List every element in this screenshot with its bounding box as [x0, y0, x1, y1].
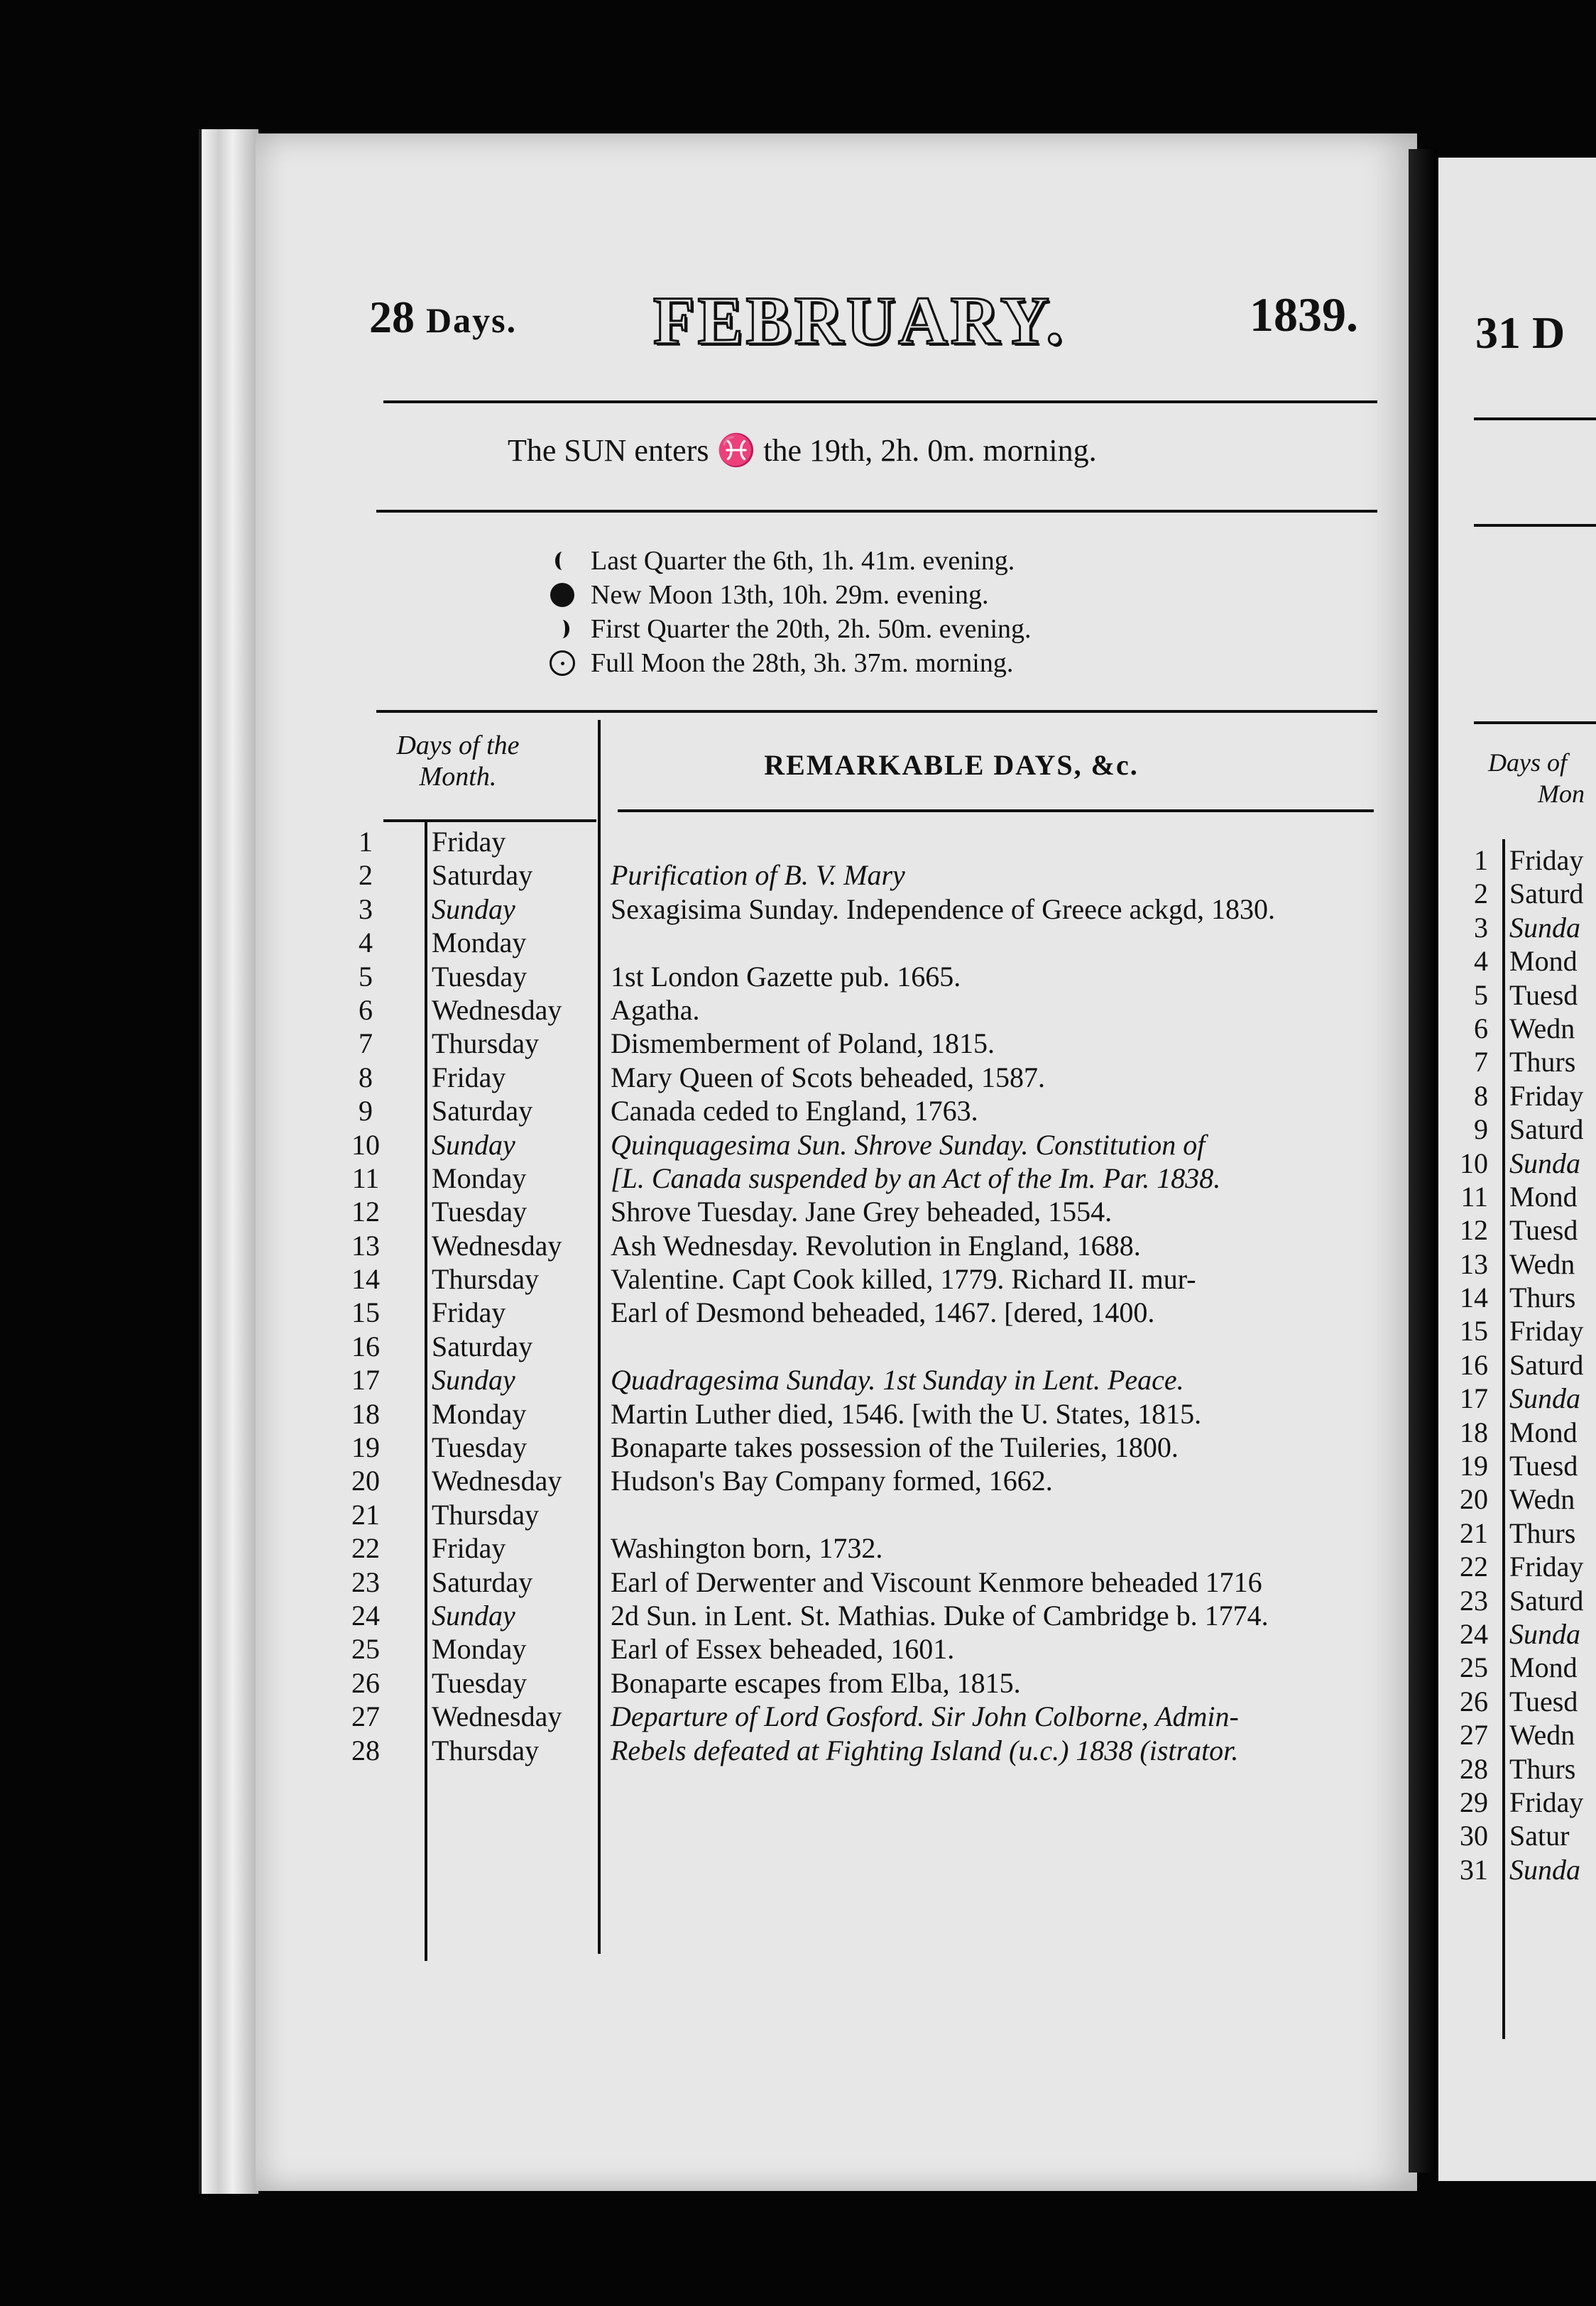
remarkable-days-header: REMARKABLE DAYS, &c.	[764, 749, 1139, 781]
weekday: Friday	[1509, 1079, 1584, 1112]
day-number: 21	[1460, 1517, 1488, 1549]
day-number: 14	[1460, 1282, 1488, 1314]
table-row	[256, 960, 1417, 993]
next-page-rule	[1474, 417, 1596, 420]
day-number: 6	[1474, 1012, 1488, 1044]
weekday: Sunda	[1509, 911, 1580, 944]
table-row	[256, 1632, 1417, 1666]
book-spine	[199, 129, 258, 2194]
day-number: 9	[1474, 1113, 1488, 1146]
moon-phase-row	[548, 612, 1032, 646]
day-number: 5	[1474, 978, 1488, 1011]
last-quarter-icon	[548, 552, 576, 570]
table-row	[256, 1531, 1417, 1565]
event-text: Earl of Essex beheaded, 1601.	[611, 1633, 955, 1666]
day-number: 2	[359, 859, 373, 892]
day-number: 31	[1460, 1853, 1488, 1886]
next-page-header	[1488, 747, 1585, 809]
weekday: Mond	[1509, 945, 1578, 978]
day-number: 7	[1474, 1046, 1488, 1078]
day-number: 23	[1460, 1584, 1488, 1617]
day-number: 26	[351, 1666, 380, 1699]
weekday: Sunda	[1509, 1382, 1580, 1415]
day-number: 28	[1460, 1752, 1488, 1785]
weekday: Tuesday	[432, 1196, 528, 1228]
days-column-header	[351, 730, 564, 792]
day-number: 14	[351, 1263, 380, 1296]
weekday: Saturday	[432, 859, 533, 892]
table-row	[256, 1498, 1417, 1531]
day-number: 25	[1460, 1651, 1488, 1684]
day-number: 4	[1474, 945, 1488, 978]
event-text: Shrove Tuesday. Jane Grey beheaded, 1554.	[611, 1196, 1113, 1228]
table-top-rule	[376, 710, 1377, 713]
weekday: Wedn	[1509, 1012, 1575, 1044]
day-number: 22	[351, 1532, 380, 1565]
weekday: Sunday	[432, 892, 515, 925]
day-number: 9	[359, 1095, 373, 1127]
weekday: Saturd	[1509, 1113, 1584, 1146]
weekday: Sunda	[1509, 1853, 1580, 1886]
table-row	[256, 1734, 1417, 1767]
weekday: Thurs	[1509, 1752, 1576, 1785]
table-row	[256, 858, 1417, 892]
event-text: Earl of Derwenter and Viscount Kenmore beheaded 1716	[611, 1565, 1262, 1598]
weekday: Sunda	[1509, 1617, 1580, 1650]
event-text: Canada ceded to England, 1763.	[611, 1095, 978, 1127]
table-row	[256, 1262, 1417, 1296]
next-header-line2: Mon	[1538, 780, 1585, 808]
weekday: Thurs	[1509, 1046, 1576, 1078]
weekday: Monday	[432, 1633, 527, 1666]
day-number: 22	[1460, 1551, 1488, 1583]
day-number: 27	[1460, 1719, 1488, 1752]
event-text: Bonaparte takes possession of the Tuileries, 1800.	[611, 1431, 1179, 1464]
weekday: Saturday	[432, 1095, 533, 1127]
event-text: Martin Luther died, 1546. [with the U. States, 1815.	[611, 1397, 1202, 1430]
weekday: Saturd	[1509, 1584, 1584, 1617]
day-number: 17	[1460, 1382, 1488, 1415]
weekday: Monday	[432, 1397, 527, 1430]
weekday: Wedn	[1509, 1247, 1575, 1280]
calendar-rows	[256, 825, 1417, 1767]
next-page-fragment	[1438, 158, 1596, 2181]
weekday: Friday	[432, 1532, 506, 1565]
header-rule	[383, 400, 1377, 403]
moon-phases-list	[548, 544, 1032, 680]
day-number: 6	[359, 993, 373, 1026]
day-number: 10	[1460, 1147, 1488, 1179]
weekday: Thursday	[432, 1734, 540, 1766]
sun-entry-line: The SUN enters ♓ the 19th, 2h. 0m. morning.	[508, 433, 1097, 468]
day-number: 1	[359, 826, 373, 858]
day-number: 12	[1460, 1214, 1488, 1247]
month-title: FEBRUARY.	[653, 283, 1066, 359]
table-row	[256, 1061, 1417, 1094]
weekday: Tuesd	[1509, 978, 1578, 1011]
event-text: Bonaparte escapes from Elba, 1815.	[611, 1666, 1021, 1699]
next-page-divider	[1502, 839, 1505, 2039]
event-text: Agatha.	[611, 993, 700, 1026]
day-number: 10	[351, 1128, 380, 1161]
table-row	[256, 1296, 1417, 1329]
weekday: Wedn	[1509, 1719, 1575, 1752]
weekday: Tuesday	[432, 960, 528, 993]
day-number: 30	[1460, 1820, 1488, 1852]
event-text: Quadragesima Sunday. 1st Sunday in Lent. Peace.	[611, 1364, 1184, 1397]
table-row	[256, 1162, 1417, 1195]
next-header-line1: Days of	[1488, 748, 1567, 777]
weekday: Mond	[1509, 1416, 1578, 1448]
day-number: 18	[1460, 1416, 1488, 1448]
weekday: Tuesd	[1509, 1450, 1578, 1482]
day-number: 27	[351, 1700, 380, 1733]
weekday: Thursday	[432, 1498, 540, 1531]
weekday: Wedn	[1509, 1483, 1575, 1516]
weekday: Thursday	[432, 1263, 540, 1296]
weekday: Tuesd	[1509, 1214, 1578, 1247]
day-number: 21	[351, 1498, 380, 1531]
event-text: Sexagisima Sunday. Independence of Greece ackgd, 1830.	[611, 892, 1275, 925]
event-text: Ash Wednesday. Revolution in England, 1688.	[611, 1229, 1141, 1262]
year-title: 1839.	[1250, 288, 1358, 341]
weekday: Friday	[1509, 844, 1584, 876]
weekday: Saturd	[1509, 878, 1584, 910]
moon-phase-text: New Moon 13th, 10h. 29m. evening.	[591, 580, 989, 610]
day-number: 12	[351, 1196, 380, 1228]
day-number: 7	[359, 1027, 373, 1060]
day-number: 8	[1474, 1079, 1488, 1112]
table-row	[256, 1128, 1417, 1162]
event-text: 2d Sun. in Lent. St. Mathias. Duke of Cambridge b. 1774.	[611, 1599, 1269, 1632]
weekday: Wednesday	[432, 993, 562, 1026]
almanac-page	[256, 133, 1417, 2191]
weekday: Wednesday	[432, 1700, 562, 1733]
day-number: 3	[1474, 911, 1488, 944]
weekday: Friday	[1509, 1786, 1584, 1818]
weekday: Friday	[432, 1296, 506, 1329]
day-number: 13	[351, 1229, 380, 1262]
event-text: Washington born, 1732.	[611, 1532, 883, 1565]
event-text: [L. Canada suspended by an Act of the Im. Par. 1838.	[611, 1162, 1221, 1194]
day-number: 20	[1460, 1483, 1488, 1516]
weekday: Sunday	[432, 1364, 515, 1397]
table-row	[256, 1027, 1417, 1060]
weekday: Thursday	[432, 1027, 540, 1060]
day-number: 1	[1474, 844, 1488, 876]
weekday: Tuesday	[432, 1666, 528, 1699]
days-header-rule	[383, 819, 596, 822]
moon-phase-row	[548, 646, 1032, 680]
day-number: 26	[1460, 1685, 1488, 1717]
first-quarter-icon	[548, 620, 576, 638]
table-row	[256, 1431, 1417, 1464]
event-text: Purification of B. V. Mary	[611, 859, 905, 892]
moon-phase-text: Full Moon the 28th, 3h. 37m. morning.	[591, 648, 1014, 678]
full-moon-icon	[548, 650, 576, 676]
table-row	[256, 1464, 1417, 1497]
event-text: Quinquagesima Sun. Shrove Sunday. Constitution of	[611, 1128, 1206, 1161]
page-gutter-shadow	[1409, 149, 1437, 2173]
day-number: 4	[359, 927, 373, 959]
table-row	[256, 1565, 1417, 1599]
table-row	[256, 1363, 1417, 1397]
weekday: Monday	[432, 1162, 527, 1194]
weekday: Sunday	[432, 1128, 515, 1161]
moon-phase-row	[548, 544, 1032, 578]
weekday: Sunday	[432, 1599, 515, 1632]
event-text: Earl of Desmond beheaded, 1467. [dered, 1400.	[611, 1296, 1155, 1329]
weekday: Tuesd	[1509, 1685, 1578, 1717]
event-text: Mary Queen of Scots beheaded, 1587.	[611, 1061, 1046, 1093]
weekday: Friday	[1509, 1315, 1584, 1348]
weekday: Saturday	[432, 1330, 533, 1362]
table-row	[256, 892, 1417, 926]
weekday: Mond	[1509, 1651, 1578, 1684]
day-number: 24	[351, 1599, 380, 1632]
weekday: Friday	[432, 826, 506, 858]
table-row	[256, 1229, 1417, 1262]
table-row	[256, 926, 1417, 959]
weekday: Monday	[432, 927, 527, 959]
weekday: Thurs	[1509, 1282, 1576, 1314]
event-text: Rebels defeated at Fighting Island (u.c.) 1838 (istrator.	[611, 1734, 1239, 1766]
event-text: Departure of Lord Gosford. Sir John Colborne, Admin-	[611, 1700, 1239, 1733]
day-number: 25	[351, 1633, 380, 1666]
weekday: Wednesday	[432, 1465, 562, 1497]
day-number: 13	[1460, 1247, 1488, 1280]
table-row	[256, 1599, 1417, 1632]
event-text: Dismemberment of Poland, 1815.	[611, 1027, 995, 1060]
weekday: Thurs	[1509, 1517, 1576, 1549]
day-number: 8	[359, 1061, 373, 1093]
days-word: Days.	[426, 300, 518, 340]
next-page-rule	[1474, 721, 1596, 724]
day-number: 2	[1474, 878, 1488, 910]
table-row	[256, 1330, 1417, 1363]
day-number: 11	[1460, 1180, 1488, 1213]
day-number: 24	[1460, 1617, 1488, 1650]
weekday: Mond	[1509, 1180, 1578, 1213]
days-count-heading	[369, 291, 517, 344]
day-number: 20	[351, 1465, 380, 1497]
table-row	[256, 1700, 1417, 1733]
event-text: Hudson's Bay Company formed, 1662.	[611, 1465, 1053, 1497]
table-row	[256, 1397, 1417, 1431]
weekday: Sunda	[1509, 1147, 1580, 1179]
days-header-line1: Days of the	[396, 731, 520, 760]
weekday: Satur	[1509, 1820, 1570, 1852]
day-number: 15	[1460, 1315, 1488, 1348]
table-row	[256, 1195, 1417, 1228]
day-number: 16	[351, 1330, 380, 1362]
day-number: 5	[359, 960, 373, 993]
table-row	[256, 825, 1417, 858]
table-row	[256, 993, 1417, 1027]
day-number: 19	[1460, 1450, 1488, 1482]
sun-rule	[376, 510, 1377, 513]
day-number: 18	[351, 1397, 380, 1430]
moon-phase-row	[548, 578, 1032, 612]
day-number: 3	[359, 892, 373, 925]
weekday: Friday	[1509, 1551, 1584, 1583]
event-text: 1st London Gazette pub. 1665.	[611, 960, 961, 993]
event-text: Valentine. Capt Cook killed, 1779. Richard II. mur-	[611, 1263, 1196, 1296]
day-number: 17	[351, 1364, 380, 1397]
day-number: 23	[351, 1565, 380, 1598]
weekday: Friday	[432, 1061, 506, 1093]
days-header-line2: Month.	[419, 762, 497, 792]
weekday: Saturday	[432, 1565, 533, 1598]
next-page-title: 31 D	[1475, 307, 1565, 358]
day-number: 19	[351, 1431, 380, 1464]
new-moon-icon	[548, 583, 576, 607]
weekday: Tuesday	[432, 1431, 528, 1464]
moon-phase-text: First Quarter the 20th, 2h. 50m. evening.	[591, 614, 1032, 644]
events-header-rule	[618, 809, 1374, 812]
moon-phase-text: Last Quarter the 6th, 1h. 41m. evening.	[591, 546, 1015, 576]
day-number: 15	[351, 1296, 380, 1329]
day-number: 28	[351, 1734, 380, 1766]
table-row	[256, 1094, 1417, 1127]
days-count: 28	[369, 292, 415, 342]
weekday: Wednesday	[432, 1229, 562, 1262]
next-page-rule	[1474, 524, 1596, 527]
day-number: 29	[1460, 1786, 1488, 1818]
day-number: 16	[1460, 1348, 1488, 1381]
table-row	[256, 1666, 1417, 1700]
day-number: 11	[351, 1162, 380, 1194]
weekday: Saturd	[1509, 1348, 1584, 1381]
